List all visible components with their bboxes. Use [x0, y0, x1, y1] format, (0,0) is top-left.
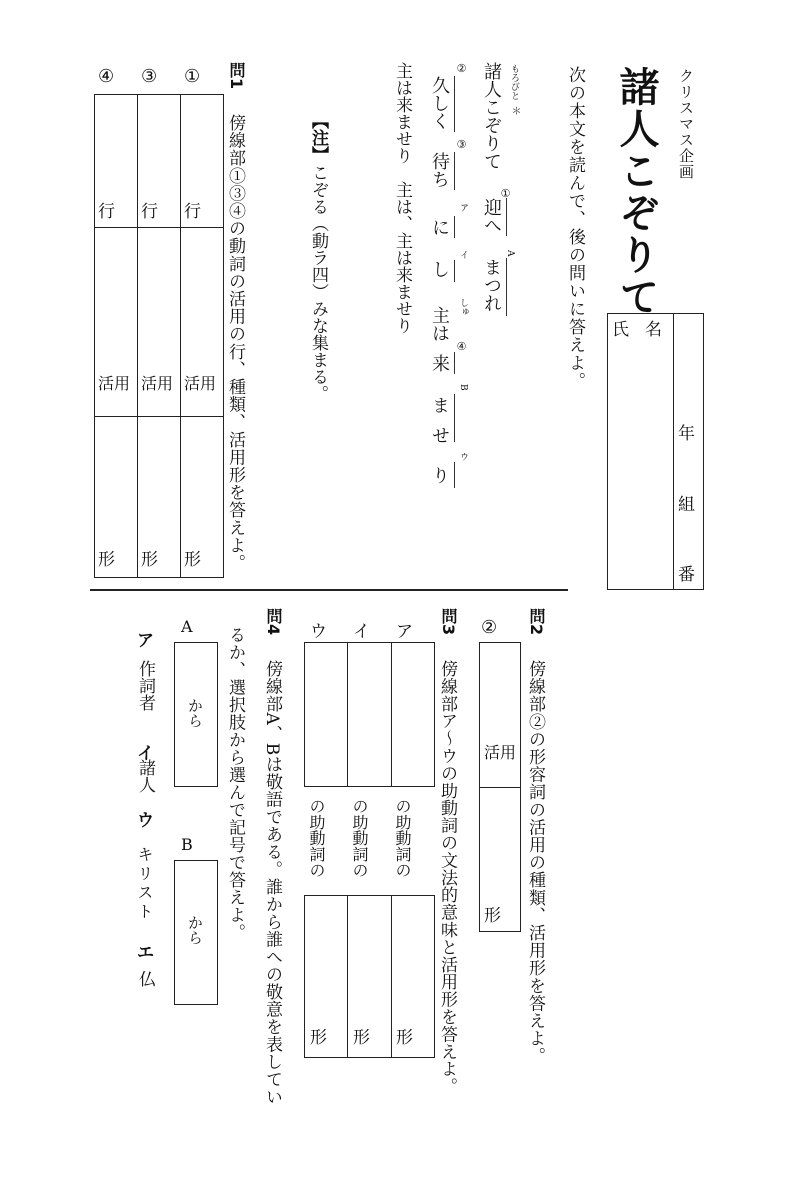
name-label: 氏名 — [612, 320, 678, 340]
name-box-divider — [673, 313, 674, 590]
mark-B: B — [458, 384, 468, 391]
name-box — [607, 313, 704, 590]
year-label: 年 — [678, 424, 695, 444]
q4-choice-key-i: イ — [137, 744, 154, 764]
poem-line1-b: 迎へ — [481, 198, 502, 234]
q3-mark-u: ウ — [310, 622, 327, 642]
q4-label-b: B — [181, 835, 193, 854]
q4-choice-text-i: 諸人 — [135, 759, 155, 793]
underline-a-kana — [454, 216, 455, 238]
poem-line2-d: 主は — [429, 306, 450, 342]
q3-kei-i[interactable]: 形 — [353, 1028, 370, 1048]
q4-choice-text-u: キリスト — [135, 846, 154, 922]
page-title: 諸人こぞりて — [613, 66, 659, 318]
q4-choice-key-a: ア — [137, 631, 154, 651]
q1-katsuyou-1[interactable]: 活用 — [184, 374, 217, 393]
note-asterisk: ＊ — [509, 106, 520, 116]
note-text: こぞる（動ラ四）みな集まる。 — [308, 164, 328, 402]
poem-line2-e: 来 — [429, 354, 450, 372]
q2-text: 傍線部②の形容詞の活用の種類、活用形を答えよ。 — [525, 660, 545, 1065]
q1-kei-4[interactable]: 形 — [98, 550, 115, 570]
mark-A: A — [505, 250, 515, 257]
underline-4 — [454, 352, 455, 374]
q1-label: 問1 — [227, 62, 246, 90]
q1-row-divider — [94, 416, 224, 417]
underline-B — [454, 394, 455, 442]
q1-text: 傍線部①③④の動詞の活用の行、種類、活用形を答えよ。 — [225, 114, 245, 572]
q4-choice-text-a: 作詞者 — [135, 660, 155, 711]
q4-choice-key-u: ウ — [137, 811, 154, 831]
q4-label: 問4 — [264, 608, 283, 636]
q3-mark-i: イ — [353, 622, 370, 642]
q1-row-divider — [94, 227, 224, 228]
q1-gyou-3[interactable]: 行 — [141, 202, 158, 222]
underline-1 — [506, 198, 507, 236]
q1-gyou-4[interactable]: 行 — [98, 202, 115, 222]
underline-u-kana — [454, 462, 455, 488]
underline-3 — [454, 152, 455, 190]
q1-mark-1: ① — [184, 66, 201, 87]
note-label: 【注】 — [308, 112, 328, 163]
poem-line2-a: 久しく — [429, 76, 450, 130]
q4-kara-b: から — [186, 915, 204, 945]
q4-kara-a: から — [186, 698, 204, 728]
section-divider — [90, 589, 568, 591]
q4-choice-key-e: エ — [137, 943, 154, 963]
q1-mark-3: ③ — [141, 66, 158, 87]
q3-text-u: の助動詞の — [307, 798, 326, 878]
mark-a-kana: ア — [458, 203, 468, 212]
q3-text-a: の助動詞の — [393, 798, 412, 878]
q3-text: 傍線部ア～ウの助動詞の文法的意味と活用形を答えよ。 — [437, 660, 457, 1095]
q3-answer-table-top — [304, 642, 435, 787]
q1-gyou-1[interactable]: 行 — [184, 202, 201, 222]
poem-line2-f: ませ — [429, 396, 450, 456]
q1-katsuyou-4[interactable]: 活用 — [98, 374, 131, 393]
class-label: 組 — [678, 495, 695, 515]
q3-label: 問3 — [439, 608, 458, 636]
q3-col-divider — [347, 642, 348, 787]
ruby-shu: しゅ — [458, 298, 468, 316]
number-label: 番 — [678, 565, 695, 585]
q3-kei-a[interactable]: 形 — [396, 1028, 413, 1048]
q3-text-i: の助動詞の — [350, 798, 369, 878]
q4-choice-text-e: 仏 — [135, 970, 155, 987]
mark-2: ② — [455, 62, 468, 75]
q1-col-divider — [137, 94, 138, 578]
q4-text-2: るか、選択肢から選んで記号で答えよ。 — [225, 626, 245, 941]
q2-kei[interactable]: 形 — [484, 906, 501, 926]
q1-mark-4: ④ — [98, 66, 115, 87]
underline-i-kana — [454, 260, 455, 282]
q3-col-divider — [391, 895, 392, 1058]
mark-u-kana: ウ — [458, 452, 468, 461]
q1-kei-3[interactable]: 形 — [141, 550, 158, 570]
mark-4: ④ — [455, 340, 468, 353]
q4-text-1: 傍線部A、Bは敬語である。誰から誰への敬意を表してい — [262, 660, 282, 1106]
q4-label-a: A — [181, 617, 193, 636]
q3-col-divider — [391, 642, 392, 787]
poem-line2-g: り — [429, 466, 450, 484]
mark-1: ① — [499, 187, 512, 200]
instruction-text: 次の本文を読んで、後の問いに答えよ。 — [565, 66, 585, 390]
q1-answer-table — [94, 94, 224, 578]
q1-katsuyou-3[interactable]: 活用 — [141, 374, 174, 393]
series-label: クリスマス企画 — [677, 68, 695, 180]
poem-line2-c: にし — [429, 218, 450, 302]
q2-katsuyou[interactable]: 活用 — [484, 743, 517, 762]
poem-line2-b: 待ち — [429, 152, 450, 188]
ruby-morobito: もろびと — [509, 64, 519, 100]
q2-row-divider — [479, 787, 521, 788]
q2-label: 問2 — [527, 608, 546, 636]
q1-kei-1[interactable]: 形 — [184, 550, 201, 570]
q3-col-divider — [347, 895, 348, 1058]
underline-A — [506, 258, 507, 316]
underline-2 — [454, 76, 455, 132]
poem-line3: 主は来ませり 主は、主は来ませり — [392, 62, 412, 334]
mark-i-kana: イ — [458, 250, 468, 259]
q1-col-divider — [180, 94, 181, 578]
poem-line1-c: まつれ — [481, 258, 502, 312]
q3-kei-u[interactable]: 形 — [310, 1028, 327, 1048]
q3-mark-a: ア — [396, 622, 413, 642]
mark-3: ③ — [455, 138, 468, 151]
poem-line1-a: 諸人こぞりて — [481, 62, 502, 170]
q2-mark-2: ② — [481, 617, 498, 638]
